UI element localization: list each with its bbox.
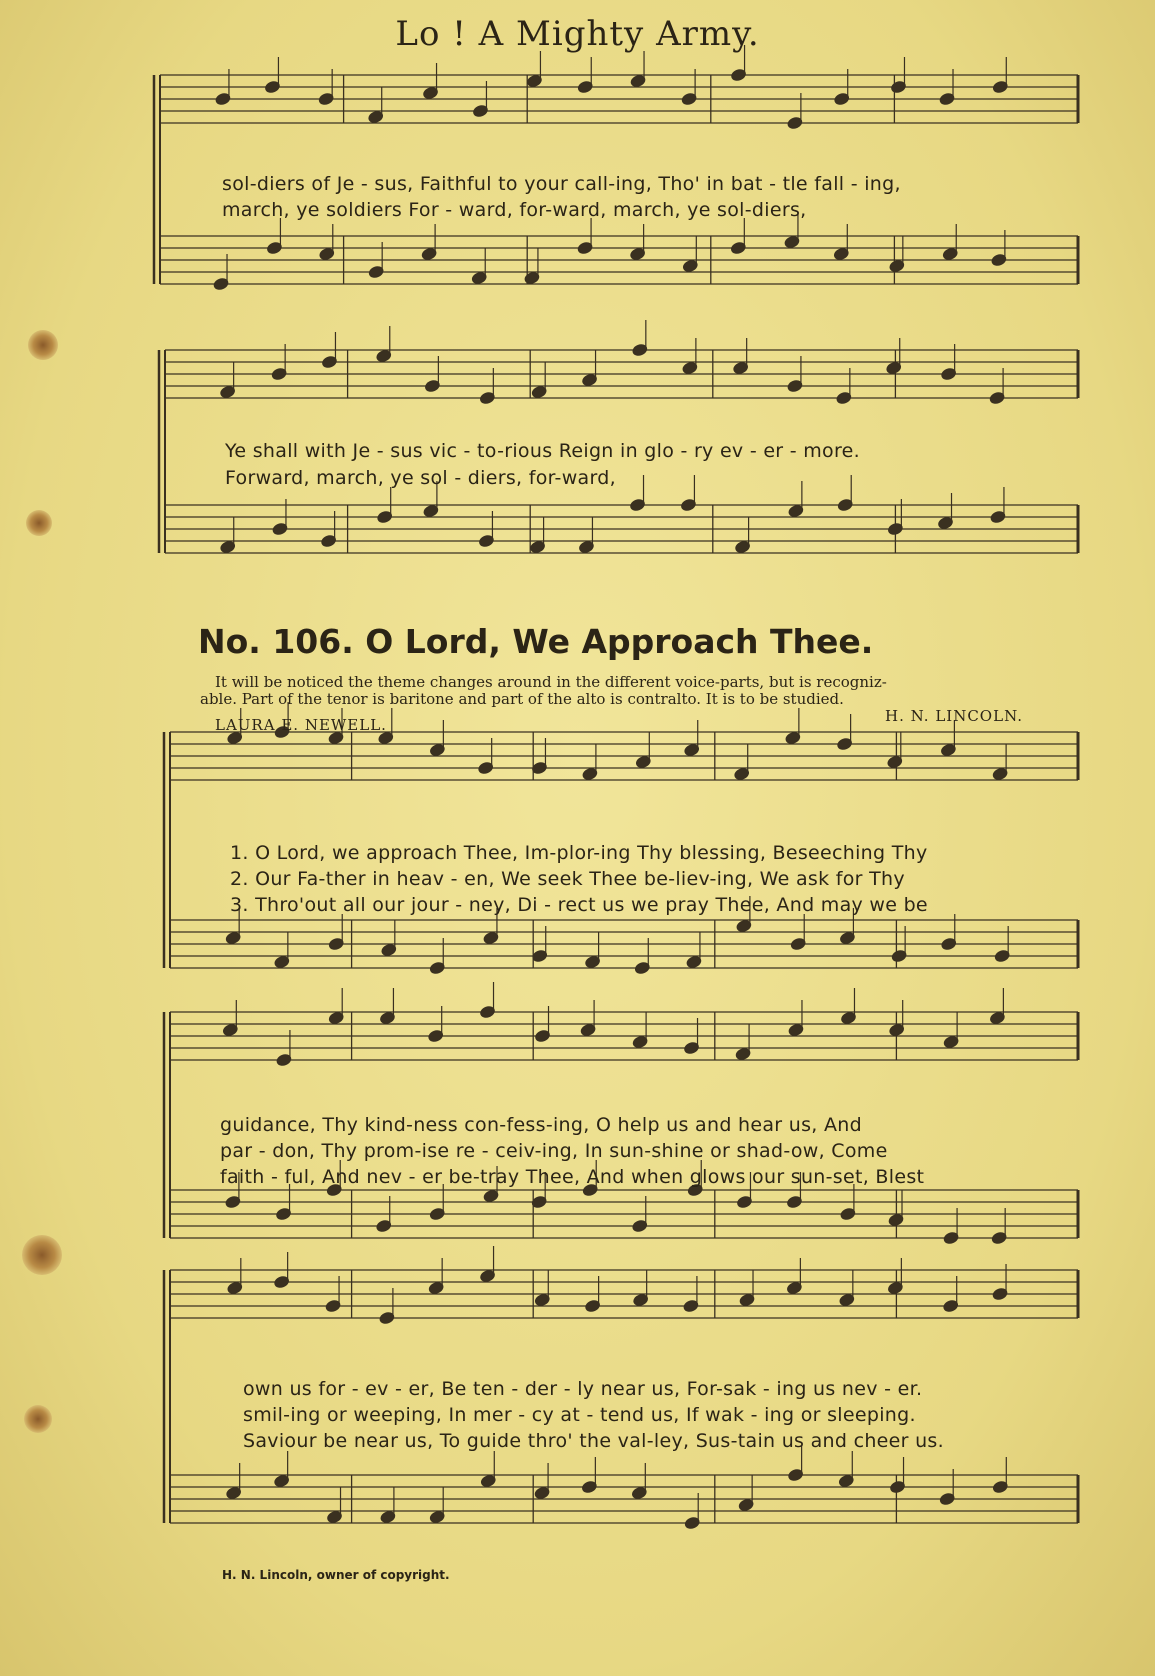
lyric-line: Saviour be near us, To guide thro' the val-ley, Sus-tain us and cheer us. — [243, 1430, 944, 1452]
performance-note: able. Part of the tenor is baritone and part of the alto is contralto. It is to be studied. — [200, 690, 844, 708]
lyric-line: 3. Thro'out all our jour - ney, Di - rect us we pray Thee, And may we be — [230, 894, 928, 916]
lyric-line: Ye shall with Je - sus vic - to-rious Reign in glo - ry ev - er - more. — [225, 440, 861, 462]
lyric-line: own us for - ev - er, Be ten - der - ly near us, For-sak - ing us nev - er. — [243, 1378, 923, 1400]
lyric-line: 2. Our Fa-ther in heav - en, We seek Thee be-liev-ing, We ask for Thy — [230, 868, 905, 890]
performance-note: It will be noticed the theme changes around in the different voice-parts, but is recogniz- — [215, 673, 887, 691]
lyric-line: guidance, Thy kind-ness con-fess-ing, O help us and hear us, And — [220, 1114, 862, 1136]
lyric-line: sol-diers of Je - sus, Faithful to your call-ing, Tho' in bat - tle fall - ing, — [222, 173, 901, 195]
hymn-title: No. 106. O Lord, We Approach Thee. — [198, 622, 874, 661]
song-title: Lo ! A Mighty Army. — [395, 14, 760, 54]
lyric-line: par - don, Thy prom-ise re - ceiv-ing, In sun-shine or shad-ow, Come — [220, 1140, 888, 1162]
lyric-line: 1. O Lord, we approach Thee, Im-plor-ing Thy blessing, Beseeching Thy — [230, 842, 928, 864]
copyright-notice: H. N. Lincoln, owner of copyright. — [222, 1568, 450, 1582]
lyric-line: faith - ful, And nev - er be-tray Thee, And when glows our sun-set, Blest — [220, 1166, 925, 1188]
composer-credit: H. N. LINCOLN. — [885, 707, 1023, 725]
lyric-line: smil-ing or weeping, In mer - cy at - tend us, If wak - ing or sleeping. — [243, 1404, 916, 1426]
lyric-line: Forward, march, ye sol - diers, for-ward, — [225, 467, 616, 489]
lyricist-credit: LAURA E. NEWELL. — [215, 716, 387, 734]
lyric-line: march, ye soldiers For - ward, for-ward, march, ye sol-diers, — [222, 199, 807, 221]
